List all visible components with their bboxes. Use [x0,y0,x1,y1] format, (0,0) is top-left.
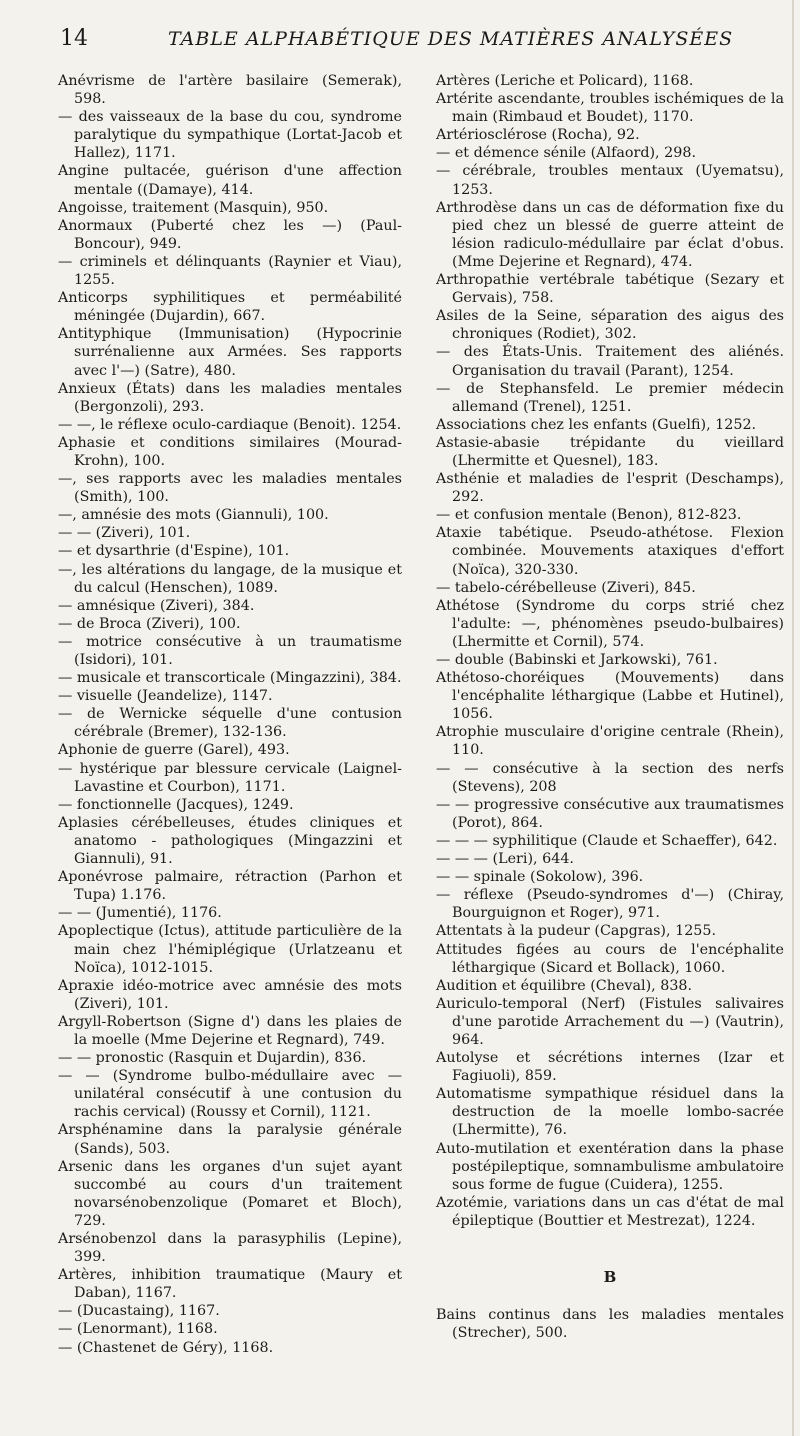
index-entry: Athétose (Syndrome du corps strié chez l'adulte: —, phénomènes pseudo-bulbaires) (Lhermitte et Cornil), 574. [436,597,784,650]
section-b-entries [436,1306,784,1342]
index-entry: — cérébrale, troubles mentaux (Uyematsu), 1253. [436,163,784,198]
index-entry: Associations chez les enfants (Guelfi), 1252. [436,416,757,433]
index-entry: Azotémie, variations dans un cas d'état de mal épileptique (Bouttier et Mestrezat), 1224. [436,1194,784,1229]
index-entry: Ataxie tabétique. Pseudo-athétose. Flexion combinée. Mouvements ataxiques d'effort (Noïca), 320-330. [436,525,784,578]
section-letter-b: B [603,1268,617,1286]
index-entry: Anticorps syphilitiques et perméabilité méningée (Dujardin), 667. [58,290,402,325]
index-entry: — — — syphilitique (Claude et Schaeffer), 642. [436,832,778,849]
index-entry: Asiles de la Seine, séparation des aigus des chroniques (Rodiet), 302. [436,308,784,343]
index-entry: — amnésique (Ziveri), 384. [58,597,255,614]
left-column [58,72,402,1357]
index-entry: — — consécutive à la section des nerfs (Stevens), 208 [436,760,784,795]
index-entry: — — (Jumentié), 1176. [58,905,222,922]
index-entry: — —, le réflexe oculo-cardiaque (Benoit). 1254. [58,416,402,433]
index-entry: Audition et équilibre (Cheval), 838. [436,977,693,994]
index-entry: — — (Ziveri), 101. [58,525,191,542]
page-number: 14 [60,26,88,51]
index-entry: Atrophie musculaire d'origine centrale (Rhein), 110. [436,724,784,759]
index-entry: Athétoso-choréiques (Mouvements) dans l'encéphalite léthargique (Labbe et Hutinel), 1056. [436,670,784,723]
index-entry: Anévrisme de l'artère basilaire (Semerak), 598. [58,73,402,108]
index-entry: — — progressive consécutive aux traumatismes (Porot), 864. [436,796,784,831]
index-entry: — (Ducastaing), 1167. [58,1303,220,1320]
index-entry: — tabelo-cérébelleuse (Ziveri), 845. [436,579,696,596]
index-entry: Aphasie et conditions similaires (Mourad-Krohn), 100. [58,434,402,469]
index-entry: — double (Babinski et Jarkowski), 761. [436,652,718,668]
index-entry: Apraxie idéo-motrice avec amnésie des mots (Ziveri), 101. [58,977,402,1012]
index-entry: — — (Syndrome bulbo-médullaire avec — unilatéral consécutif à une contusion du rachis cervical) (Roussy et Cornil), 1121. [58,1068,402,1121]
index-entry: Antityphique (Immunisation) (Hypocrinie surrénalienne aux Armées. Ses rapports avec l'—) (Satre), 480. [58,326,402,379]
index-entry: — — spinale (Sokolow), 396. [436,869,644,886]
index-entry: Arthrodèse dans un cas de déformation fixe du pied chez un blessé de guerre atteint de lésion radiculo-médullaire par éclat d'obus. (Mme Dejerine et Regnard), 474. [436,199,784,270]
index-entry: — motrice consécutive à un traumatisme (Isidori), 101. [58,633,402,668]
index-entry: — (Chastenet de Géry), 1168. [58,1339,274,1356]
index-entry: — (Lenormant), 1168. [58,1321,218,1338]
index-entry: Aplasies cérébelleuses, études cliniques et anatomo - pathologiques (Mingazzini et Giannuli), 91. [58,814,402,868]
index-entry: Arsphénamine dans la paralysie générale (Sands), 503. [58,1122,402,1157]
index-entry: Artères (Leriche et Policard), 1168. [436,73,694,89]
index-entry: Astasie-abasie trépidante du vieillard (Lhermitte et Quesnel), 183. [436,434,784,469]
index-entry: — — pronostic (Rasquin et Dujardin), 836. [58,1050,367,1067]
index-entry: Apoplectique (Ictus), attitude particulière de la main chez l'hémiplégique (Urlatzeanu et Noïca), 1012-1015. [58,923,402,976]
index-entry: — de Broca (Ziveri), 100. [58,615,241,632]
page-header [0,26,800,56]
index-entry: Arsénobenzol dans la parasyphilis (Lepine), 399. [58,1231,402,1266]
index-entry: Artérite ascendante, troubles ischémiques de la main (Rimbaud et Boudet), 1170. [436,91,784,126]
index-entry: Auriculo-temporal (Nerf) (Fistules salivaires d'une parotide Arrachement du —) (Vautrin), 964. [436,995,784,1048]
index-entry: — criminels et délinquants (Raynier et Viau), 1255. [58,253,402,289]
index-entry: Arthropathie vertébrale tabétique (Sezary et Gervais), 758. [436,272,784,307]
index-entry: Attentats à la pudeur (Capgras), 1255. [436,923,717,940]
page-edge [792,0,794,1436]
index-entry: — de Stephansfeld. Le premier médecin allemand (Trenel), 1251. [436,380,784,415]
index-entry: Bains continus dans les maladies mentales (Strecher), 500. [436,1307,784,1342]
running-title: TABLE ALPHABÉTIQUE DES MATIÈRES ANALYSÉES [168,28,734,50]
index-entry: Anormaux (Puberté chez les —) (Paul-Boncour), 949. [58,217,402,252]
index-entry: Automatisme sympathique résiduel dans la destruction de la moelle lombo-sacrée (Lhermitte), 76. [436,1086,784,1139]
index-entry: Aponévrose palmaire, rétraction (Parhon et Tupa) 1.176. [58,869,402,904]
index-entry: —, les altérations du langage, de la musique et du calcul (Henschen), 1089. [58,561,402,596]
right-column-entries [436,72,784,1230]
index-entry: — fonctionnelle (Jacques), 1249. [58,796,294,813]
index-entry: Angine pultacée, guérison d'une affection mentale ((Damaye), 414. [58,163,402,198]
index-entry: — visuelle (Jeandelize), 1147. [58,688,273,705]
index-entry: Argyll-Robertson (Signe d') dans les plaies de la moelle (Mme Dejerine et Regnard), 749. [58,1013,402,1048]
index-entry: Attitudes figées au cours de l'encéphalite léthargique (Sicard et Bollack), 1060. [436,941,784,976]
index-entry: — — — (Leri), 644. [436,851,574,868]
right-column [436,72,784,1342]
index-entry: Asthénie et maladies de l'esprit (Deschamps), 292. [436,471,784,506]
index-entry: Aphonie de guerre (Garel), 493. [58,742,290,759]
index-entry: — et démence sénile (Alfaord), 298. [436,145,696,162]
index-entry: Autolyse et sécrétions internes (Izar et Fagiuoli), 859. [436,1050,784,1085]
index-entry: —, amnésie des mots (Giannuli), 100. [58,507,329,524]
index-entry: — et confusion mentale (Benon), 812-823. [436,507,742,524]
index-entry: — hystérique par blessure cervicale (Laignel-Lavastine et Courbon), 1171. [58,760,402,795]
index-entry: —, ses rapports avec les maladies mentales (Smith), 100. [58,471,402,506]
index-entry: — de Wernicke séquelle d'une contusion cérébrale (Bremer), 132-136. [58,706,402,741]
index-entry: — musicale et transcorticale (Mingazzini), 384. [58,670,402,687]
index-entry: — des États-Unis. Traitement des aliénés. Organisation du travail (Parant), 1254. [436,344,784,379]
index-entry: Angoisse, traitement (Masquin), 950. [58,199,329,216]
index-entry: Artériosclérose (Rocha), 92. [436,127,640,144]
index-entry: Arsenic dans les organes d'un sujet ayant succombé au cours d'un traitement novarsénobenzolique (Pomaret et Bloch), 729. [58,1158,402,1229]
index-entry: Anxieux (États) dans les maladies mentales (Bergonzoli), 293. [58,380,402,415]
index-entry: Auto-mutilation et exentération dans la phase postépileptique, somnambulisme ambulatoire sous forme de fugue (Cuidera), 1255. [436,1140,784,1193]
index-entry: — des vaisseaux de la base du cou, syndrome paralytique du sympathique (Lortat-Jacob et Hallez), 1171. [58,109,402,162]
index-entry: — et dysarthrie (d'Espine), 101. [58,543,290,560]
index-entry: — réflexe (Pseudo-syndromes d'—) (Chiray, Bourguignon et Roger), 971. [436,887,784,922]
index-entry: Artères, inhibition traumatique (Maury et Daban), 1167. [58,1267,402,1302]
